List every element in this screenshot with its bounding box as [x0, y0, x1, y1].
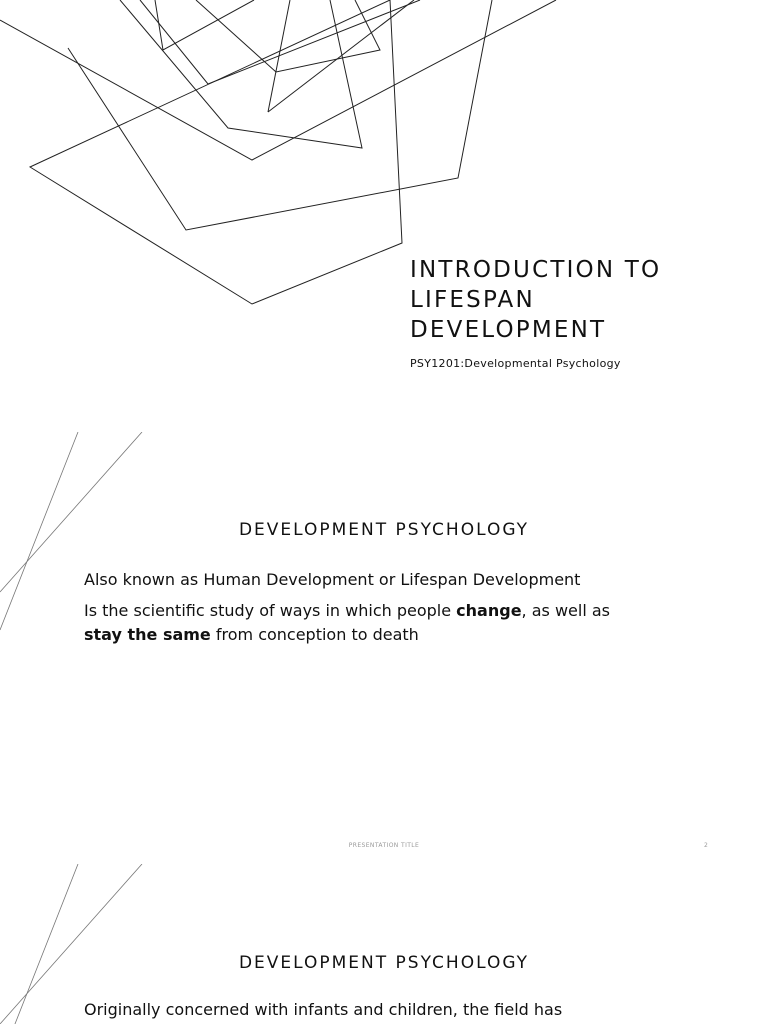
body-text-segment: from conception to death [210, 625, 419, 644]
course-subtitle: PSY1201:Developmental Psychology [410, 357, 621, 370]
slide-heading: DEVELOPMENT PSYCHOLOGY [238, 520, 530, 540]
content-slide-2 [0, 432, 768, 864]
title-line-3: DEVELOPMENT [410, 317, 607, 343]
emphasis-stay-the-same: stay the same [84, 625, 211, 644]
body-line-2 [84, 599, 704, 647]
title-line-1: INTRODUCTION TO [410, 257, 662, 283]
emphasis-change: change [456, 601, 522, 620]
slide-body [84, 998, 704, 1024]
title-slide [0, 0, 768, 432]
footer-presentation-title: PRESENTATION TITLE [348, 842, 420, 849]
body-text-segment: Is the scientific study of ways in which people [84, 601, 457, 620]
title-line-2: LIFESPAN [410, 287, 535, 313]
page-number: 2 [704, 842, 708, 849]
content-slide-3 [0, 864, 768, 1024]
title-block [410, 255, 750, 370]
body-line-1: Originally concerned with infants and children, the field has [84, 1000, 563, 1019]
presentation-title [410, 255, 750, 345]
slide-heading: DEVELOPMENT PSYCHOLOGY [238, 953, 530, 973]
slide-body [84, 568, 704, 654]
body-text-segment: , as well as [521, 601, 610, 620]
body-line-1: Also known as Human Development or Lifespan Development [84, 570, 581, 589]
